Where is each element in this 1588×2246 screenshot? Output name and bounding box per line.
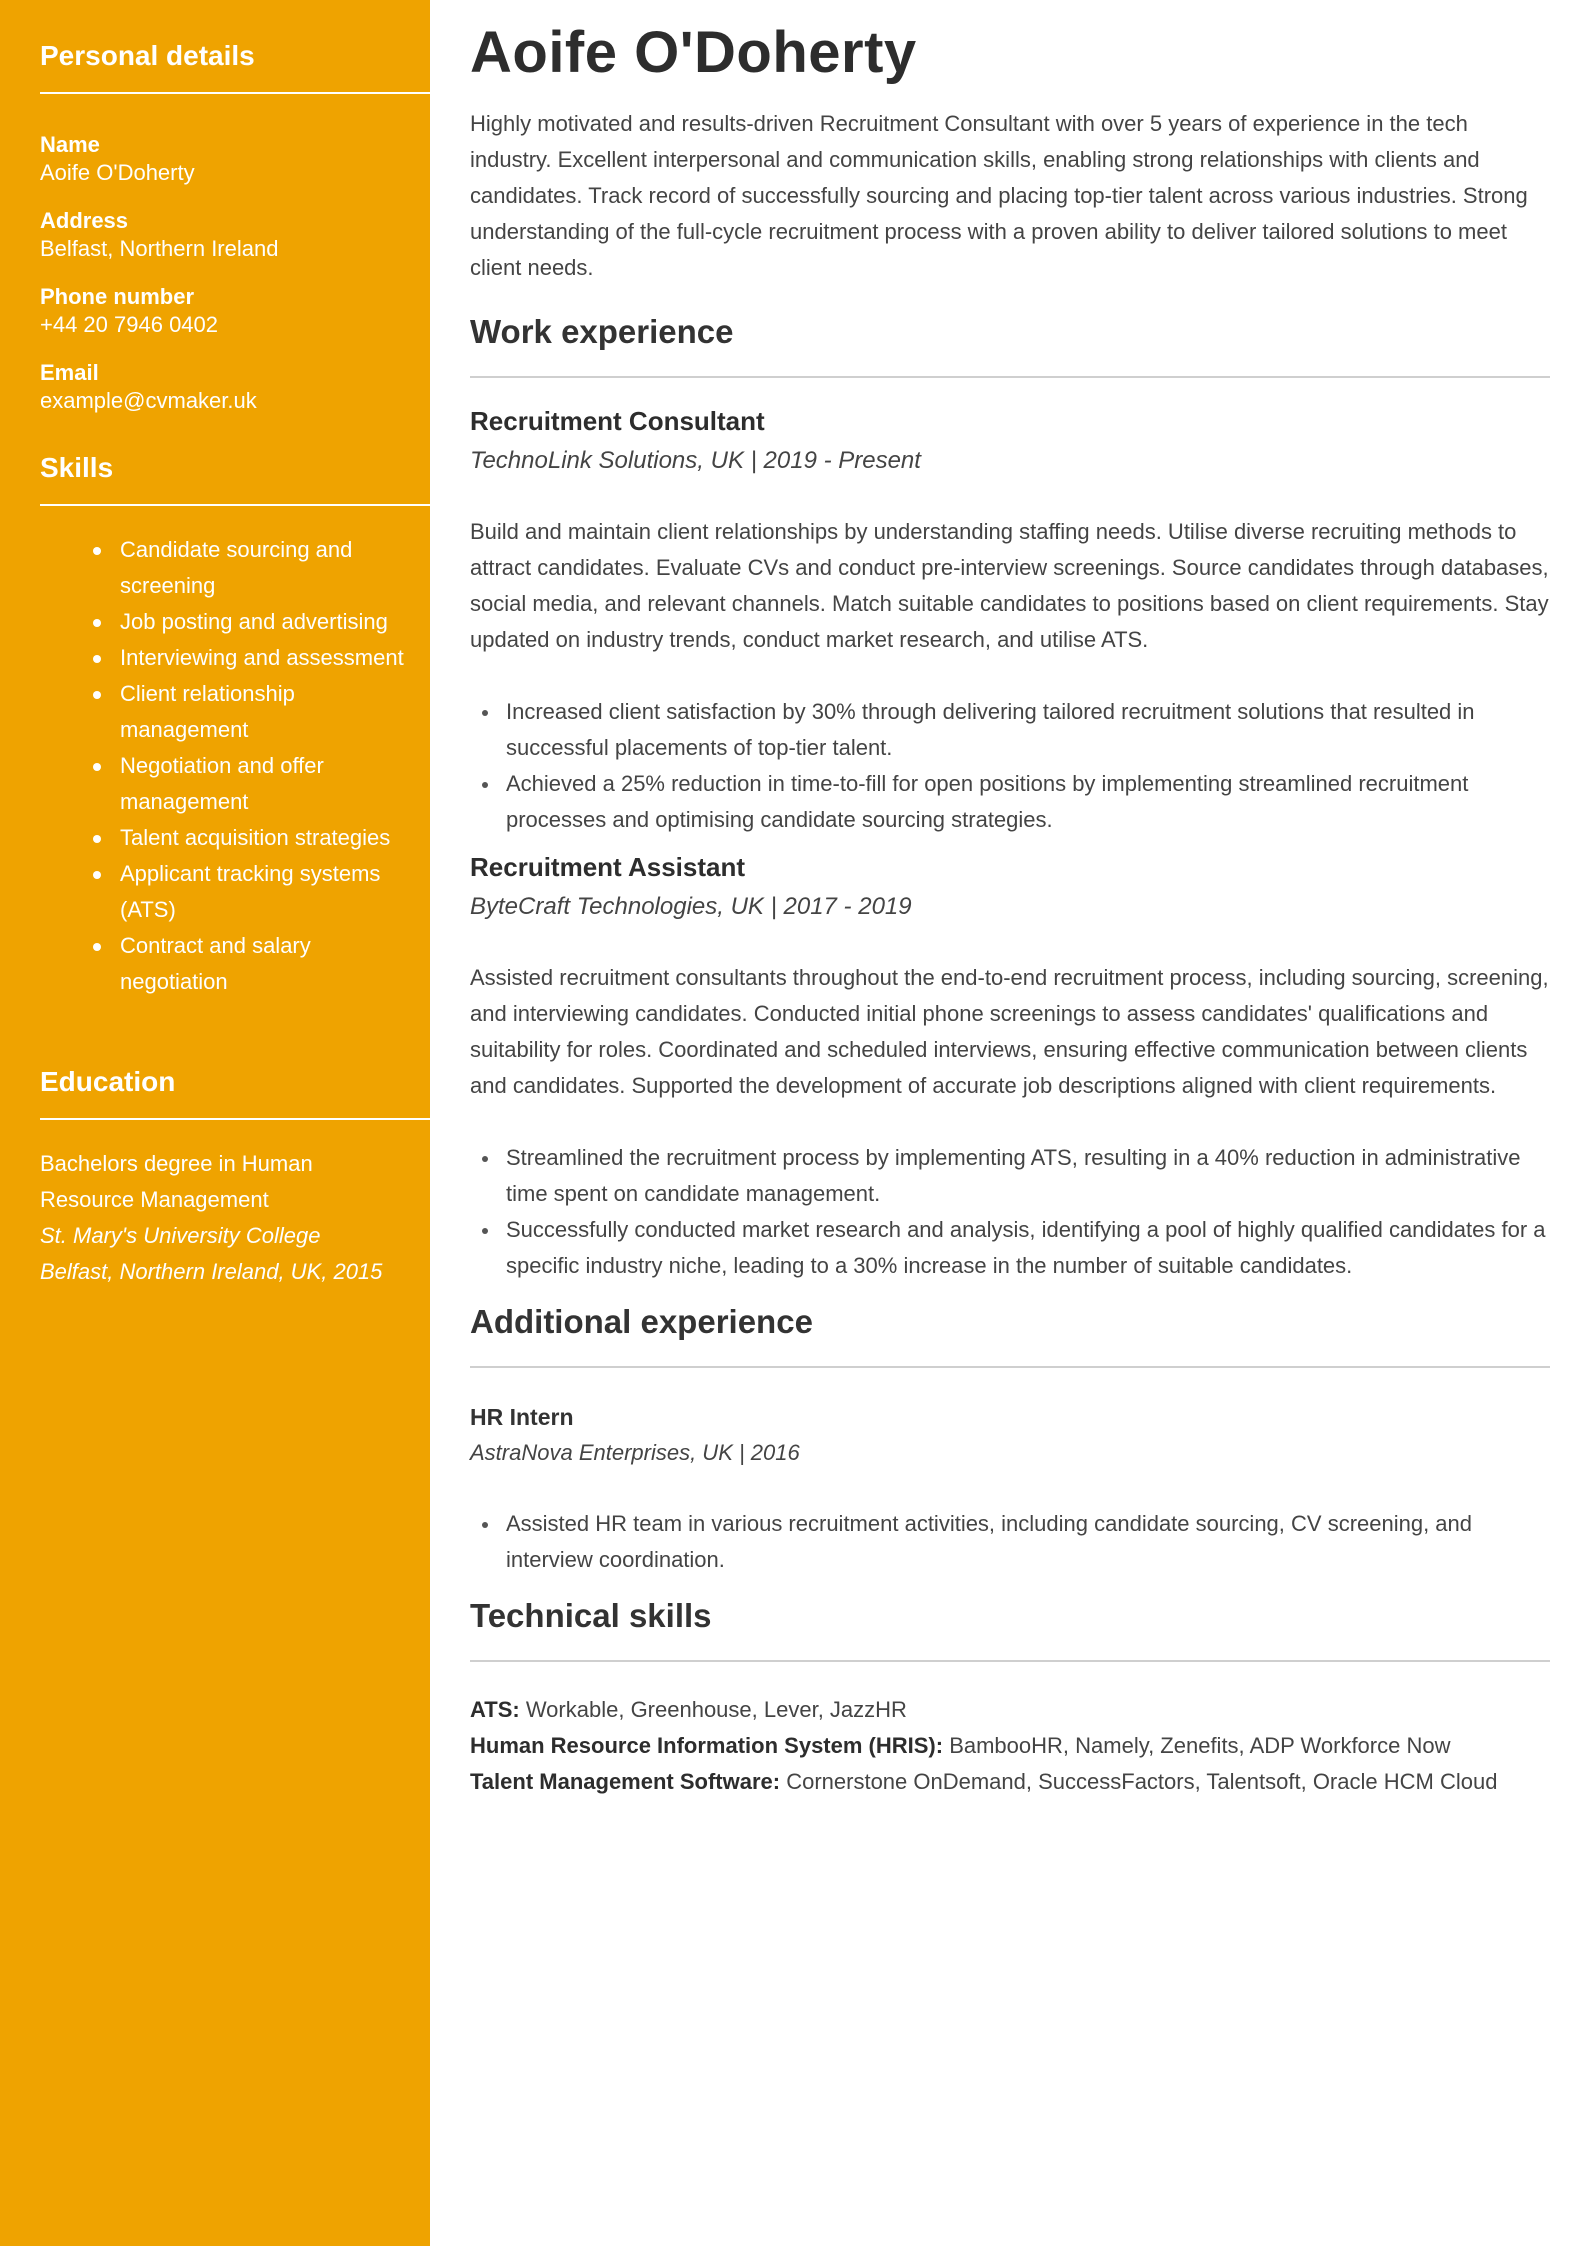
- achievement-item: Increased client satisfaction by 30% through delivering tailored recruitment solutions that resulted in successful placements of top-tier talent.: [506, 694, 1550, 766]
- personal-detail-phone: [40, 284, 430, 340]
- education-divider: [40, 1118, 430, 1120]
- detail-label: Email: [40, 360, 99, 385]
- personal-details-list: [40, 132, 430, 416]
- skill-item: Applicant tracking systems (ATS): [120, 856, 430, 928]
- achievement-item: Streamlined the recruitment process by implementing ATS, resulting in a 40% reduction in administrative time spent on candidate management.: [506, 1140, 1550, 1212]
- sidebar: [0, 0, 430, 2246]
- additional-achievements: [470, 1506, 1550, 1578]
- education-location-year: Belfast, Northern Ireland, UK, 2015: [40, 1259, 383, 1284]
- skill-item: Candidate sourcing and screening: [120, 532, 430, 604]
- detail-value: Aoife O'Doherty: [40, 160, 195, 185]
- personal-detail-name: [40, 132, 430, 188]
- skills-list: [40, 532, 430, 1000]
- technical-skills-section: [470, 1594, 1550, 1800]
- additional-experience-divider: [470, 1366, 1550, 1368]
- education-school: St. Mary's University College: [40, 1223, 321, 1248]
- additional-experience-section: [470, 1300, 1550, 1578]
- job-title: Recruitment Consultant: [470, 406, 765, 436]
- skill-item: Client relationship management: [120, 676, 430, 748]
- work-experience-section: [470, 310, 1550, 1284]
- technical-skill-label: Talent Management Software:: [470, 1769, 781, 1794]
- personal-details-divider: [40, 92, 430, 94]
- personal-detail-address: [40, 208, 430, 264]
- education-section: [40, 1060, 430, 1290]
- technical-skill-label: Human Resource Information System (HRIS):: [470, 1733, 944, 1758]
- work-experience-heading: Work experience: [470, 313, 734, 350]
- job-description: Assisted recruitment consultants throughout the end-to-end recruitment process, including sourcing, screening, and interviewing candidates. Conducted initial phone screenings to assess candidates' qualifications and suitability for roles. Coordinated and scheduled interviews, ensuring effective communication between clients and candidates. Supported the development of accurate job descriptions aligned with client requirements.: [470, 965, 1549, 1098]
- skill-item: Talent acquisition strategies: [120, 820, 430, 856]
- additional-title: HR Intern: [470, 1404, 574, 1430]
- job-entry: [470, 404, 1550, 838]
- personal-detail-email: [40, 360, 430, 416]
- detail-value: +44 20 7946 0402: [40, 312, 219, 337]
- job-description: Build and maintain client relationships by understanding staffing needs. Utilise diverse recruiting methods to attract candidates. Evaluate CVs and conduct pre-interview screenings. Source candidates through databases, social media, and relevant channels. Match suitable candidates to positions based on client requirements. Stay updated on industry trends, conduct market research, and utilise ATS.: [470, 519, 1549, 652]
- job-achievements: [470, 694, 1550, 838]
- detail-label: Name: [40, 132, 100, 157]
- job-company-dates: ByteCraft Technologies, UK | 2017 - 2019: [470, 893, 912, 920]
- candidate-name: Aoife O'Doherty: [470, 20, 917, 85]
- achievement-item: Assisted HR team in various recruitment activities, including candidate sourcing, CV screening, and interview coordination.: [506, 1506, 1550, 1578]
- detail-value: example@cvmaker.uk: [40, 388, 257, 413]
- technical-skill-label: ATS:: [470, 1697, 520, 1722]
- skills-divider: [40, 504, 430, 506]
- technical-skill-value: Workable, Greenhouse, Lever, JazzHR: [519, 1697, 907, 1722]
- additional-entry: [470, 1400, 1550, 1578]
- education-entry: [40, 1146, 410, 1290]
- technical-skill-row: [470, 1764, 1550, 1800]
- technical-skills-heading: Technical skills: [470, 1597, 712, 1634]
- personal-details-section: [40, 34, 430, 416]
- technical-skills-list: [470, 1692, 1550, 1800]
- detail-label: Phone number: [40, 284, 195, 309]
- job-entry: [470, 850, 1550, 1284]
- skill-item: Interviewing and assessment: [120, 640, 430, 676]
- skill-item: Contract and salary negotiation: [120, 928, 430, 1000]
- additional-company-dates: AstraNova Enterprises, UK | 2016: [470, 1440, 800, 1465]
- technical-skills-divider: [470, 1660, 1550, 1662]
- technical-skill-value: Cornerstone OnDemand, SuccessFactors, Talentsoft, Oracle HCM Cloud: [780, 1769, 1498, 1794]
- personal-details-heading: Personal details: [40, 40, 255, 71]
- education-heading: Education: [40, 1066, 176, 1097]
- achievement-item: Successfully conducted market research and analysis, identifying a pool of highly qualified candidates for a specific industry niche, leading to a 30% increase in the number of suitable candidates.: [506, 1212, 1550, 1284]
- skills-heading: Skills: [40, 452, 114, 483]
- additional-experience-heading: Additional experience: [470, 1303, 813, 1340]
- job-title: Recruitment Assistant: [470, 852, 745, 882]
- education-degree: Bachelors degree in Human Resource Management: [40, 1151, 313, 1212]
- detail-label: Address: [40, 208, 129, 233]
- main-content: [470, 0, 1550, 1800]
- technical-skill-row: [470, 1692, 1550, 1728]
- work-experience-divider: [470, 376, 1550, 378]
- skill-item: Negotiation and offer management: [120, 748, 430, 820]
- skill-item: Job posting and advertising: [120, 604, 430, 640]
- job-company-dates: TechnoLink Solutions, UK | 2019 - Present: [470, 447, 921, 474]
- job-achievements: [470, 1140, 1550, 1284]
- achievement-item: Achieved a 25% reduction in time-to-fill for open positions by implementing streamlined recruitment processes and optimising candidate sourcing strategies.: [506, 766, 1550, 838]
- skills-section: [40, 446, 430, 1000]
- profile-summary: Highly motivated and results-driven Recruitment Consultant with over 5 years of experience in the tech industry. Excellent interpersonal and communication skills, enabling strong relationships with clients and candidates. Track record of successfully sourcing and placing top-tier talent across various industries. Strong understanding of the full-cycle recruitment process with a proven ability to deliver tailored solutions to meet client needs.: [470, 111, 1528, 280]
- technical-skill-row: [470, 1728, 1550, 1764]
- technical-skill-value: BambooHR, Namely, Zenefits, ADP Workforce Now: [943, 1733, 1451, 1758]
- detail-value: Belfast, Northern Ireland: [40, 236, 279, 261]
